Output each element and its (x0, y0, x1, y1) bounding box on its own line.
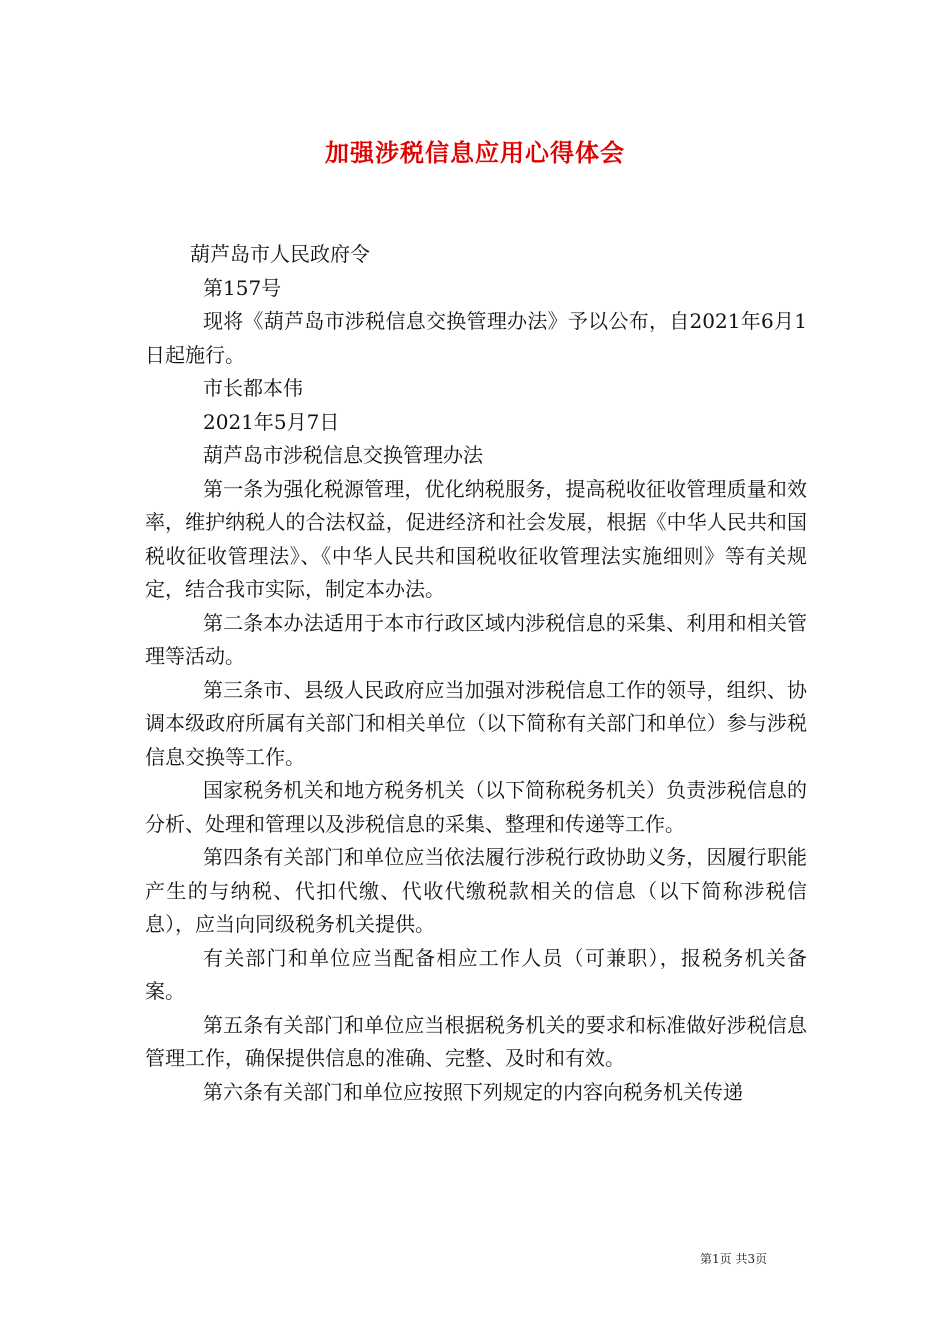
paragraph: 第一条为强化税源管理，优化纳税服务，提高税收征收管理质量和效率，维护纳税人的合法权益，促进经济和社会发展，根据《中华人民共和国税收征收管理法》、《中华人民共和国税收征收管理法实施细则》等有关规定，结合我市实际，制定本办法。 (145, 476, 807, 601)
document-body (145, 238, 807, 1109)
paragraph: 第二条本办法适用于本市行政区域内涉税信息的采集、利用和相关管理等活动。 (145, 610, 807, 668)
paragraph: 第五条有关部门和单位应当根据税务机关的要求和标准做好涉税信息管理工作，确保提供信息的准确、完整、及时和有效。 (145, 1012, 807, 1070)
paragraph: 第157号 (203, 275, 282, 300)
paragraph: 葫芦岛市涉税信息交换管理办法 (203, 443, 483, 467)
paragraph: 第六条有关部门和单位应按照下列规定的内容向税务机关传递 (203, 1079, 743, 1104)
paragraph: 市长都本伟 (203, 376, 303, 400)
paragraph: 第四条有关部门和单位应当依法履行涉税行政协助义务，因履行职能产生的与纳税、代扣代缴、代收代缴税款相关的信息（以下简称涉税信息），应当向同级税务机关提供。 (145, 845, 807, 936)
paragraph: 第三条市、县级人民政府应当加强对涉税信息工作的领导，组织、协调本级政府所属有关部门和相关单位（以下简称有关部门和单位）参与涉税信息交换等工作。 (145, 677, 807, 769)
paragraph: 2021年5月7日 (203, 409, 340, 434)
page-number: 第1页 共3页 (700, 1252, 768, 1266)
paragraph: 葫芦岛市人民政府令 (190, 242, 370, 266)
paragraph: 现将《葫芦岛市涉税信息交换管理办法》予以公布，自2021年6月1日起施行。 (145, 309, 807, 367)
paragraph: 有关部门和单位应当配备相应工作人员（可兼职），报税务机关备案。 (145, 945, 807, 1003)
document-title: 加强涉税信息应用心得体会 (325, 138, 625, 167)
paragraph: 国家税务机关和地方税务机关（以下简称税务机关）负责涉税信息的分析、处理和管理以及涉税信息的采集、整理和传递等工作。 (145, 778, 807, 836)
